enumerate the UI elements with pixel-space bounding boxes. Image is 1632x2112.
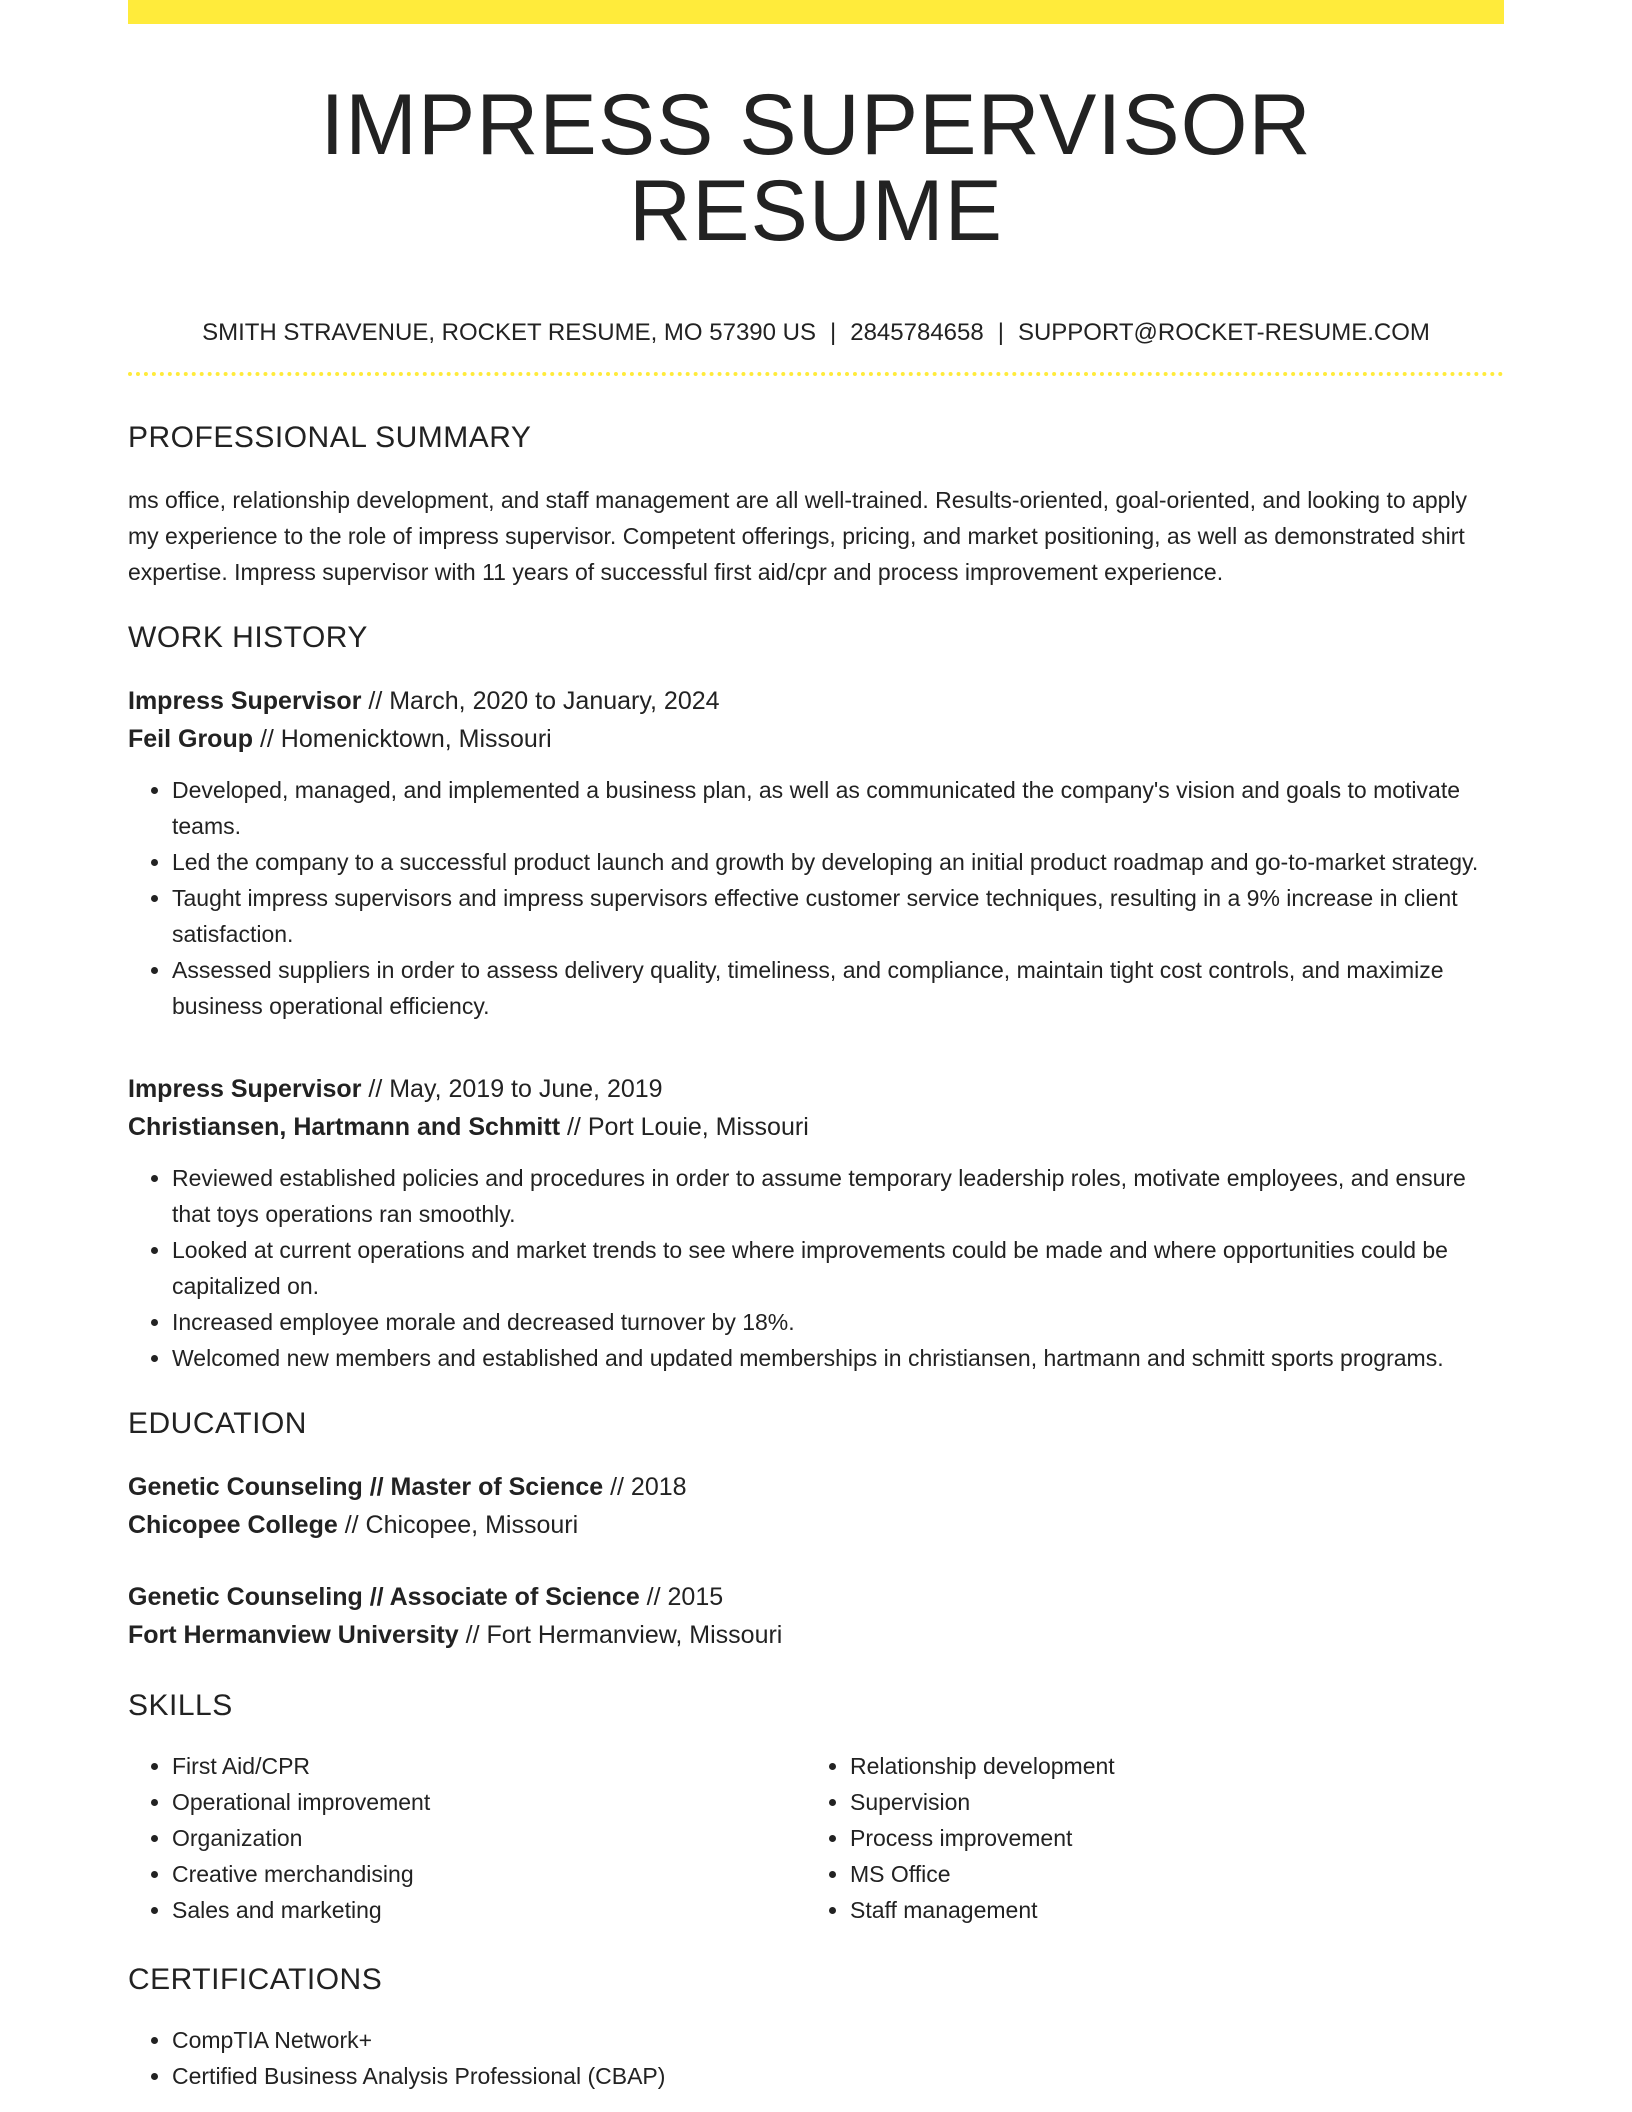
education-degree: Genetic Counseling // Master of Science: [128, 1473, 604, 1501]
accent-top-bar: [128, 0, 1504, 24]
education-degree-line: [128, 1468, 1504, 1506]
skills-left-list: [128, 1748, 806, 1928]
job-title-line: [128, 1070, 1504, 1108]
education-entry: [128, 1578, 1504, 1654]
skills-heading: SKILLS: [128, 1689, 233, 1722]
job-bullet: • Welcomed new members and established and updated memberships in christiansen, hartmann and schmitt sports programs.: [172, 1340, 1504, 1376]
job-bullet: • Developed, managed, and implemented a business plan, as well as communicated the company's vision and goals to motivate teams.: [172, 772, 1504, 844]
skill-item: • Organization: [172, 1820, 806, 1856]
skills-right-list: [806, 1748, 1484, 1928]
job-bullet: • Assessed suppliers in order to assess delivery quality, timeliness, and compliance, maintain tight cost controls, and maximize business operational efficiency.: [172, 952, 1504, 1024]
skill-item: • Process improvement: [850, 1820, 1484, 1856]
job-entry: [128, 1070, 1504, 1376]
certifications-heading: CERTIFICATIONS: [128, 1963, 383, 1996]
contact-line: [128, 318, 1504, 348]
certification-item: • Certified Business Analysis Professional (CBAP): [172, 2058, 1504, 2094]
job-title: Impress Supervisor: [128, 687, 362, 715]
resume-page: [128, 0, 1504, 2094]
job-location: // Port Louie, Missouri: [566, 1113, 809, 1141]
contact-email: SUPPORT@ROCKET-RESUME.COM: [1017, 319, 1430, 346]
contact-phone: 2845784658: [850, 319, 984, 346]
work-history-heading: WORK HISTORY: [128, 621, 368, 654]
summary-text: ms office, relationship development, and staff management are all well-trained. Results-oriented, goal-oriented, and looking to apply my experience to the role of impress supervisor. Competent offerings, pricing, and market positioning, as well as demonstrated shirt expertise. Impress supervisor with 11 years of successful first aid/cpr and process improvement experience.: [128, 487, 1468, 585]
job-bullet: • Looked at current operations and market trends to see where improvements could be made and where opportunities could be capitalized on.: [172, 1232, 1504, 1304]
education-school: Fort Hermanview University: [128, 1621, 459, 1649]
certifications-list: [128, 2022, 1504, 2094]
education-degree-line: [128, 1578, 1504, 1616]
job-company-line: [128, 720, 1504, 758]
summary-heading: PROFESSIONAL SUMMARY: [128, 421, 532, 454]
job-bullet: • Led the company to a successful product launch and growth by developing an initial product roadmap and go-to-market strategy.: [172, 844, 1504, 880]
job-company: Feil Group: [128, 725, 253, 753]
job-dates: // May, 2019 to June, 2019: [368, 1075, 663, 1103]
skills-columns: [128, 1748, 1504, 1928]
job-company-line: [128, 1108, 1504, 1146]
skill-item: • Relationship development: [850, 1748, 1484, 1784]
skill-item: • Operational improvement: [172, 1784, 806, 1820]
education-heading: EDUCATION: [128, 1407, 307, 1440]
contact-separator: |: [997, 319, 1004, 346]
education-year: // 2018: [610, 1473, 687, 1501]
skill-item: • Staff management: [850, 1892, 1484, 1928]
education-location: // Fort Hermanview, Missouri: [465, 1621, 783, 1649]
education-school-line: [128, 1616, 1504, 1654]
job-company: Christiansen, Hartmann and Schmitt: [128, 1113, 561, 1141]
skill-item: • Creative merchandising: [172, 1856, 806, 1892]
education-school: Chicopee College: [128, 1511, 338, 1539]
job-location: // Homenicktown, Missouri: [259, 725, 552, 753]
education-school-line: [128, 1506, 1504, 1544]
skill-item: • Supervision: [850, 1784, 1484, 1820]
skill-item: • Sales and marketing: [172, 1892, 806, 1928]
education-entry: [128, 1468, 1504, 1544]
contact-separator: |: [830, 319, 837, 346]
job-bullet: • Increased employee morale and decreased turnover by 18%.: [172, 1304, 1504, 1340]
skill-item: • MS Office: [850, 1856, 1484, 1892]
job-dates: // March, 2020 to January, 2024: [368, 687, 720, 715]
certification-item: • CompTIA Network+: [172, 2022, 1504, 2058]
resume-title: IMPRESS SUPERVISOR RESUME: [320, 77, 1312, 259]
education-degree: Genetic Counseling // Associate of Science: [128, 1583, 640, 1611]
job-entry: [128, 682, 1504, 1024]
job-title: Impress Supervisor: [128, 1075, 362, 1103]
job-bullet: • Reviewed established policies and procedures in order to assume temporary leadership roles, motivate employees, and ensure that toys operations ran smoothly.: [172, 1160, 1504, 1232]
job-title-line: [128, 682, 1504, 720]
skill-item: • First Aid/CPR: [172, 1748, 806, 1784]
job-bullet: • Taught impress supervisors and impress supervisors effective customer service techniques, resulting in a 9% increase in client satisfaction.: [172, 880, 1504, 952]
job-bullets: [128, 1160, 1504, 1376]
contact-address: SMITH STRAVENUE, ROCKET RESUME, MO 57390 US: [202, 319, 816, 346]
dotted-divider: [128, 372, 1504, 376]
education-location: // Chicopee, Missouri: [344, 1511, 579, 1539]
job-bullets: [128, 772, 1504, 1024]
education-year: // 2015: [646, 1583, 724, 1611]
